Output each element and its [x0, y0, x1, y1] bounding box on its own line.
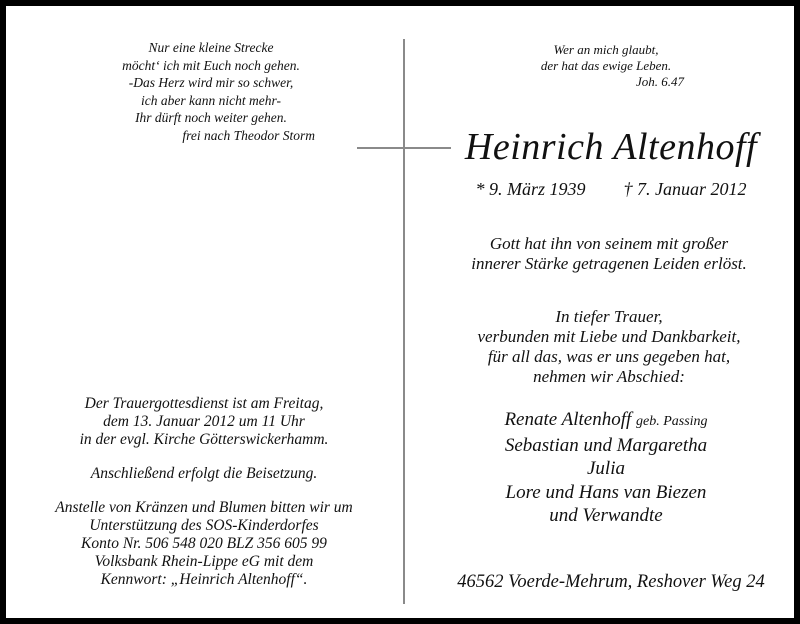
deceased-name: Heinrich Altenhoff: [464, 126, 758, 168]
donation-line: Anstelle von Kränzen und Blumen bitten wir um: [55, 499, 353, 516]
widow-maiden-name: geb. Passing: [636, 414, 708, 429]
family-address: 46562 Voerde-Mehrum, Reshover Weg 24: [457, 572, 765, 592]
funeral-service-info: [44, 395, 364, 589]
service-line: in der evgl. Kirche Götterswickerhamm.: [79, 431, 329, 448]
family-list: [436, 408, 776, 528]
poem-line: -Das Herz wird mir so schwer,: [128, 75, 294, 90]
service-line: dem 13. Januar 2012 um 11 Uhr: [103, 413, 305, 430]
grief-text: [424, 234, 794, 274]
poem-line: Nur eine kleine Strecke: [148, 40, 274, 55]
poem-line: möcht‘ ich mit Euch noch gehen.: [122, 57, 300, 73]
burial-note: Anschließend erfolgt die Beisetzung.: [90, 465, 318, 482]
widow: [436, 408, 776, 434]
death-date: † 7. Januar 2012: [623, 179, 747, 199]
donation-line: Unterstützung des SOS-Kinderdorfes: [89, 517, 319, 534]
poem-line: Ihr dürft noch weiter gehen.: [135, 110, 287, 125]
family-member: Lore und Hans van Biezen: [505, 481, 707, 503]
poem: [101, 39, 321, 144]
mourning-line: für all das, was er uns gegeben hat,: [487, 347, 731, 366]
poem-credit: frei nach Theodor Storm: [182, 127, 315, 143]
quote-line: Wer an mich glaubt,: [553, 42, 659, 57]
mourning-line: verbunden mit Liebe und Dankbarkeit,: [477, 327, 741, 346]
quote-line: der hat das ewige Leben.: [540, 58, 672, 73]
family-member: Julia: [587, 458, 625, 479]
quote-reference: Joh. 6.47: [635, 74, 684, 89]
poem-line: ich aber kann nicht mehr-: [141, 92, 281, 108]
cross-vertical-beam: [403, 39, 405, 604]
bible-quote: [506, 42, 706, 90]
mourning-line: nehmen wir Abschied:: [533, 367, 685, 386]
donation-line: Konto Nr. 506 548 020 BLZ 356 605 99: [81, 535, 327, 552]
mourning-text: [424, 307, 794, 387]
donation-line: Kennwort: „Heinrich Altenhoff“.: [100, 571, 308, 588]
family-member: und Verwandte: [549, 505, 663, 526]
mourning-line: In tiefer Trauer,: [555, 307, 663, 326]
family-member: Sebastian und Margaretha: [504, 434, 708, 456]
widow-name: Renate Altenhoff: [504, 409, 632, 430]
grief-line: innerer Stärke getragenen Leiden erlöst.: [471, 254, 747, 273]
service-line: Der Trauergottesdienst ist am Freitag,: [84, 395, 324, 412]
donation-line: Volksbank Rhein-Lippe eG mit dem: [94, 553, 314, 570]
grief-line: Gott hat ihn von seinem mit großer: [489, 234, 729, 253]
birth-date: * 9. März 1939: [475, 179, 586, 199]
life-dates: [446, 178, 776, 200]
